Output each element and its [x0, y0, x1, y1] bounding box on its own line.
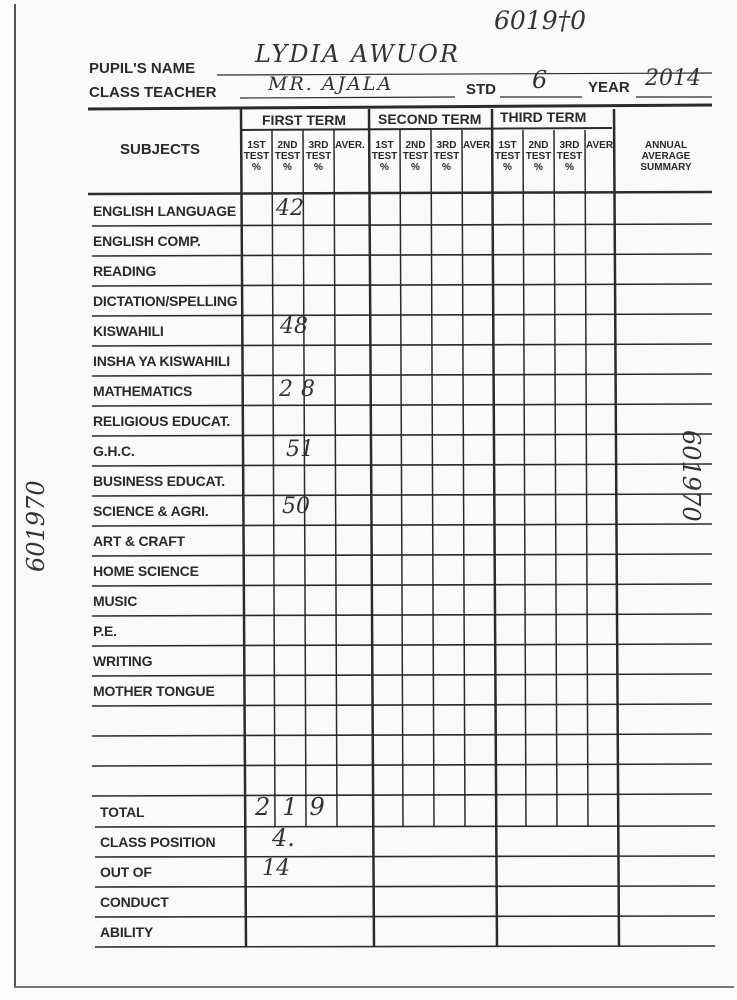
- column-header-term1-col4: AVER.: [335, 140, 365, 151]
- subject-label: HOME SCIENCE: [93, 563, 199, 579]
- std-value: 6: [532, 66, 548, 94]
- column-line: [400, 130, 403, 826]
- mark-kiswahili: 48: [280, 314, 308, 339]
- column-line: [334, 130, 337, 826]
- term-separator-line: [369, 109, 374, 947]
- term-header-line: [241, 128, 612, 130]
- subject-label: MOTHER TONGUE: [93, 683, 215, 699]
- year-label: YEAR: [588, 79, 630, 96]
- column-header-term2-col2: 2ND TEST %: [402, 140, 429, 173]
- column-header-term1-col1: 1ST TEST %: [243, 140, 270, 173]
- summary-row-line: [95, 826, 715, 827]
- summary-row-line: [95, 946, 715, 947]
- table-top-border: [88, 105, 712, 109]
- column-header-term1-col3: 3RD TEST %: [305, 140, 332, 173]
- right-margin-code: 601970: [677, 430, 705, 522]
- total-value: 219: [255, 793, 337, 821]
- column-header-term2-col4: AVER.: [463, 140, 493, 151]
- subject-label: DICTATION/SPELLING: [93, 293, 238, 309]
- column-line: [554, 130, 557, 826]
- row-line: [92, 314, 712, 316]
- row-line: [92, 224, 712, 226]
- summary-label: TOTAL: [100, 804, 145, 820]
- top-right-code: 6019†0: [494, 6, 587, 35]
- column-line: [431, 130, 434, 826]
- row-line: [92, 284, 712, 286]
- annual-average-header: ANNUAL AVERAGE SUMMARY: [640, 140, 692, 173]
- first-term-header: FIRST TERM: [262, 112, 346, 128]
- column-header-term3-col1: 1ST TEST %: [494, 140, 521, 173]
- subject-label: READING: [93, 263, 157, 279]
- row-line: [92, 344, 712, 346]
- pupil-name-value: LYDIA AWUOR: [255, 40, 460, 68]
- subject-label: KISWAHILI: [93, 323, 164, 339]
- subject-label: G.H.C.: [93, 443, 135, 459]
- subject-label: INSHA YA KISWAHILI: [93, 353, 230, 369]
- column-header-term2-col3: 3RD TEST %: [433, 140, 460, 173]
- mark-science-agri: 50: [282, 494, 310, 519]
- subject-label: ENGLISH COMP.: [93, 233, 201, 249]
- subject-label: MUSIC: [93, 593, 138, 609]
- row-line: [92, 374, 712, 376]
- column-line: [462, 130, 465, 826]
- std-label: STD: [466, 81, 496, 98]
- summary-row-line: [95, 886, 715, 887]
- out-of-value: 14: [262, 856, 290, 881]
- subject-label: MATHEMATICS: [93, 383, 193, 399]
- column-line: [523, 130, 526, 826]
- column-header-term3-col3: 3RD TEST %: [556, 140, 583, 173]
- third-term-header: THIRD TERM: [500, 109, 587, 125]
- subject-label: RELIGIOUS EDUCAT.: [93, 413, 231, 429]
- mark-mathematics: 28: [279, 377, 323, 402]
- pupil-name-label: PUPIL'S NAME: [89, 60, 196, 77]
- term-separator-line: [241, 109, 246, 947]
- class-teacher-value: MR. AJALA: [268, 73, 394, 95]
- summary-label: OUT OF: [100, 864, 152, 880]
- column-line: [585, 130, 588, 826]
- row-line: [92, 254, 712, 256]
- term-separator-line: [614, 109, 619, 947]
- column-header-term2-col1: 1ST TEST %: [371, 140, 398, 173]
- mark-english-language: 42: [276, 196, 304, 221]
- summary-row-line: [95, 856, 715, 857]
- subject-label: WRITING: [93, 653, 153, 669]
- subject-label: BUSINESS EDUCAT.: [93, 473, 225, 489]
- summary-label: CONDUCT: [100, 894, 169, 910]
- term-separator-line: [492, 109, 497, 947]
- row-line: [92, 404, 712, 406]
- column-header-term3-col2: 2ND TEST %: [525, 140, 552, 173]
- subject-label: ENGLISH LANGUAGE: [93, 203, 237, 219]
- column-header-term1-col2: 2ND TEST %: [274, 140, 301, 173]
- second-term-header: SECOND TERM: [378, 111, 482, 127]
- summary-row-line: [95, 916, 715, 917]
- summary-label: CLASS POSITION: [100, 834, 216, 850]
- summary-label: ABILITY: [100, 924, 154, 940]
- left-margin-code: 601970: [22, 480, 50, 572]
- teacher-line: [240, 97, 455, 98]
- subject-label: ART & CRAFT: [93, 533, 185, 549]
- column-line: [303, 130, 306, 826]
- year-value: 2014: [645, 66, 701, 91]
- column-line: [272, 130, 275, 826]
- subject-label: SCIENCE & AGRI.: [93, 503, 209, 519]
- column-header-term3-col4: AVER.: [586, 140, 616, 151]
- subject-label: P.E.: [93, 623, 117, 639]
- class-teacher-label: CLASS TEACHER: [89, 84, 217, 101]
- mark-ghc: 51: [286, 437, 314, 462]
- class-position-value: 4.: [272, 824, 295, 852]
- subjects-header: SUBJECTS: [120, 141, 201, 158]
